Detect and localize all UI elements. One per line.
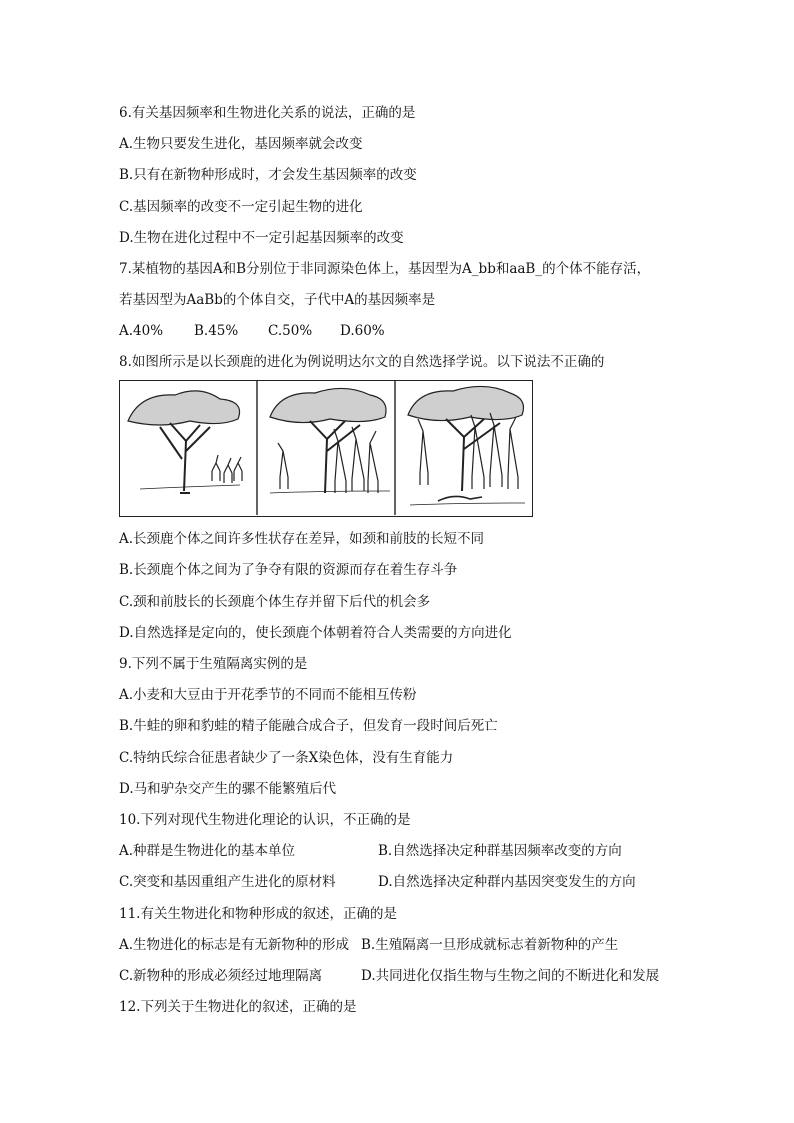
q11-stem: 11.有关生物进化和物种形成的叙述，正确的是 (119, 906, 397, 922)
giraffe-evolution-figure (119, 380, 533, 517)
q9-option-d: D.马和驴杂交产生的骡不能繁殖后代 (119, 781, 337, 797)
q6-stem: 6.有关基因频率和生物进化关系的说法，正确的是 (119, 105, 416, 121)
q6-option-c: C.基因频率的改变不一定引起生物的进化 (119, 199, 363, 215)
panel-1 (128, 391, 242, 493)
q6-option-b: B.只有在新物种形成时，才会发生基因频率的改变 (119, 167, 417, 183)
q10-option-d: D.自然选择决定种群内基因突变发生的方向 (378, 874, 636, 890)
q7-option-b: B.45% (194, 323, 239, 339)
panel-2 (270, 388, 390, 493)
q6-option-a: A.生物只要发生进化，基因频率就会改变 (119, 136, 363, 152)
q11-option-a: A.生物进化的标志是有无新物种的形成 (119, 937, 350, 953)
q7-stem-line1: 7.某植物的基因A和B分别位于非同源染色体上，基因型为A_bb和aaB_的个体不能存活， (119, 261, 651, 277)
q8-option-b: B.长颈鹿个体之间为了争夺有限的资源而存在着生存斗争 (119, 562, 458, 578)
short-giraffes-1 (212, 455, 242, 483)
q12-stem: 12.下列关于生物进化的叙述，正确的是 (119, 999, 357, 1015)
q8-option-d: D.自然选择是定向的，使长颈鹿个体朝着符合人类需要的方向进化 (119, 625, 512, 641)
q7-option-a: A.40% (119, 323, 164, 339)
q9-stem: 9.下列不属于生殖隔离实例的是 (119, 656, 308, 672)
giraffes-3 (418, 413, 518, 489)
q11-option-b: B.生殖隔离一旦形成就标志着新物种的产生 (361, 937, 619, 953)
q9-option-a: A.小麦和大豆由于开花季节的不同而不能相互传粉 (119, 687, 417, 703)
q9-option-c: C.特纳氏综合征患者缺少了一条X染色体，没有生育能力 (119, 750, 454, 766)
q7-stem-line2: 若基因型为AaBb的个体自交，子代中A的基因频率是 (119, 292, 436, 308)
q8-stem: 8.如图所示是以长颈鹿的进化为例说明达尔文的自然选择学说。以下说法不正确的 (119, 354, 605, 370)
q7-option-d: D.60% (340, 323, 385, 339)
q11-option-c: C.新物种的形成必须经过地理隔离 (119, 968, 323, 984)
q10-option-b: B.自然选择决定种群基因频率改变的方向 (378, 843, 622, 859)
q10-option-c: C.突变和基因重组产生进化的原材料 (119, 874, 336, 890)
dead-giraffe (438, 496, 482, 501)
q11-option-d: D.共同进化仅指生物与生物之间的不断进化和发展 (361, 968, 660, 984)
q6-option-d: D.生物在进化过程中不一定引起基因频率的改变 (119, 230, 404, 246)
q8-option-c: C.颈和前肢长的长颈鹿个体生存并留下后代的机会多 (119, 594, 431, 610)
q7-option-c: C.50% (268, 323, 313, 339)
q8-option-a: A.长颈鹿个体之间许多性状存在差异，如颈和前肢的长短不同 (119, 531, 485, 547)
q10-option-a: A.种群是生物进化的基本单位 (119, 843, 296, 859)
q9-option-b: B.牛蛙的卵和豹蛙的精子能融合成合子，但发育一段时间后死亡 (119, 718, 498, 734)
panel-3 (408, 386, 525, 505)
q10-stem: 10.下列对现代生物进化理论的认识，不正确的是 (119, 812, 411, 828)
giraffe-illustration (120, 381, 531, 515)
